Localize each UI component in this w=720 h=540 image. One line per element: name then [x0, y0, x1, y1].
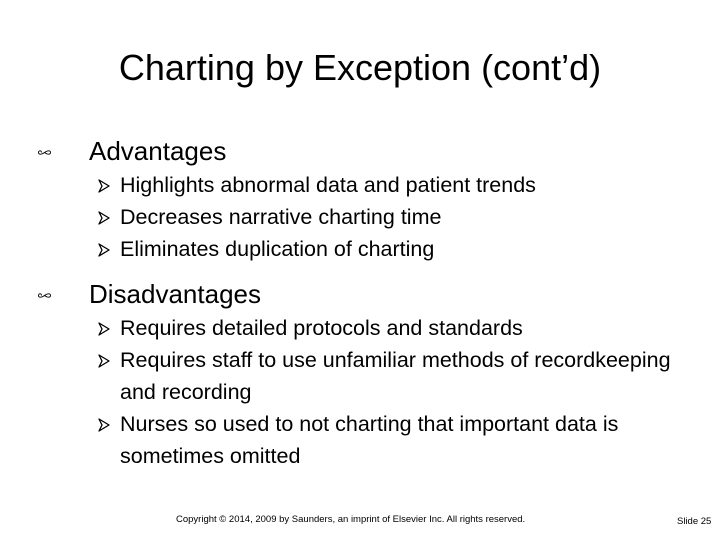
list-item [30, 408, 680, 472]
arrowhead-icon [98, 243, 110, 257]
list-item-text: Eliminates duplication of charting [120, 237, 435, 261]
infinity-icon [38, 290, 51, 301]
infinity-icon [38, 147, 51, 158]
section-heading [30, 133, 710, 169]
slide-title: Charting by Exception (cont’d) [118, 47, 602, 88]
list-item-text: Decreases narrative charting time [120, 205, 442, 229]
list-item [30, 344, 680, 408]
section-heading-text: Disadvantages [89, 279, 261, 309]
list-item [30, 169, 680, 201]
copyright-text: Copyright © 2014, 2009 by Saunders, an imprint of Elsevier Inc. All rights reserved. [176, 514, 526, 525]
arrowhead-icon [98, 179, 110, 193]
arrowhead-icon [98, 354, 110, 368]
section-heading [30, 276, 710, 312]
section-heading-text: Advantages [89, 136, 227, 166]
slide-number: Slide 25 [677, 516, 712, 527]
disadvantages-list [30, 312, 710, 472]
advantages-list [30, 169, 710, 265]
list-item [30, 312, 680, 344]
arrowhead-icon [98, 418, 110, 432]
list-item-text: Nurses so used to not charting that important data is sometimes omitted [120, 412, 619, 468]
arrowhead-icon [98, 211, 110, 225]
advantages-section [30, 133, 710, 265]
list-item-text: Requires staff to use unfamiliar methods of recordkeeping and recording [120, 348, 671, 404]
list-item [30, 201, 680, 233]
arrowhead-icon [98, 322, 110, 336]
list-item [30, 233, 680, 265]
disadvantages-section [30, 276, 710, 472]
slide-footer [0, 512, 720, 530]
list-item-text: Highlights abnormal data and patient trends [120, 173, 536, 197]
list-item-text: Requires detailed protocols and standards [120, 316, 523, 340]
